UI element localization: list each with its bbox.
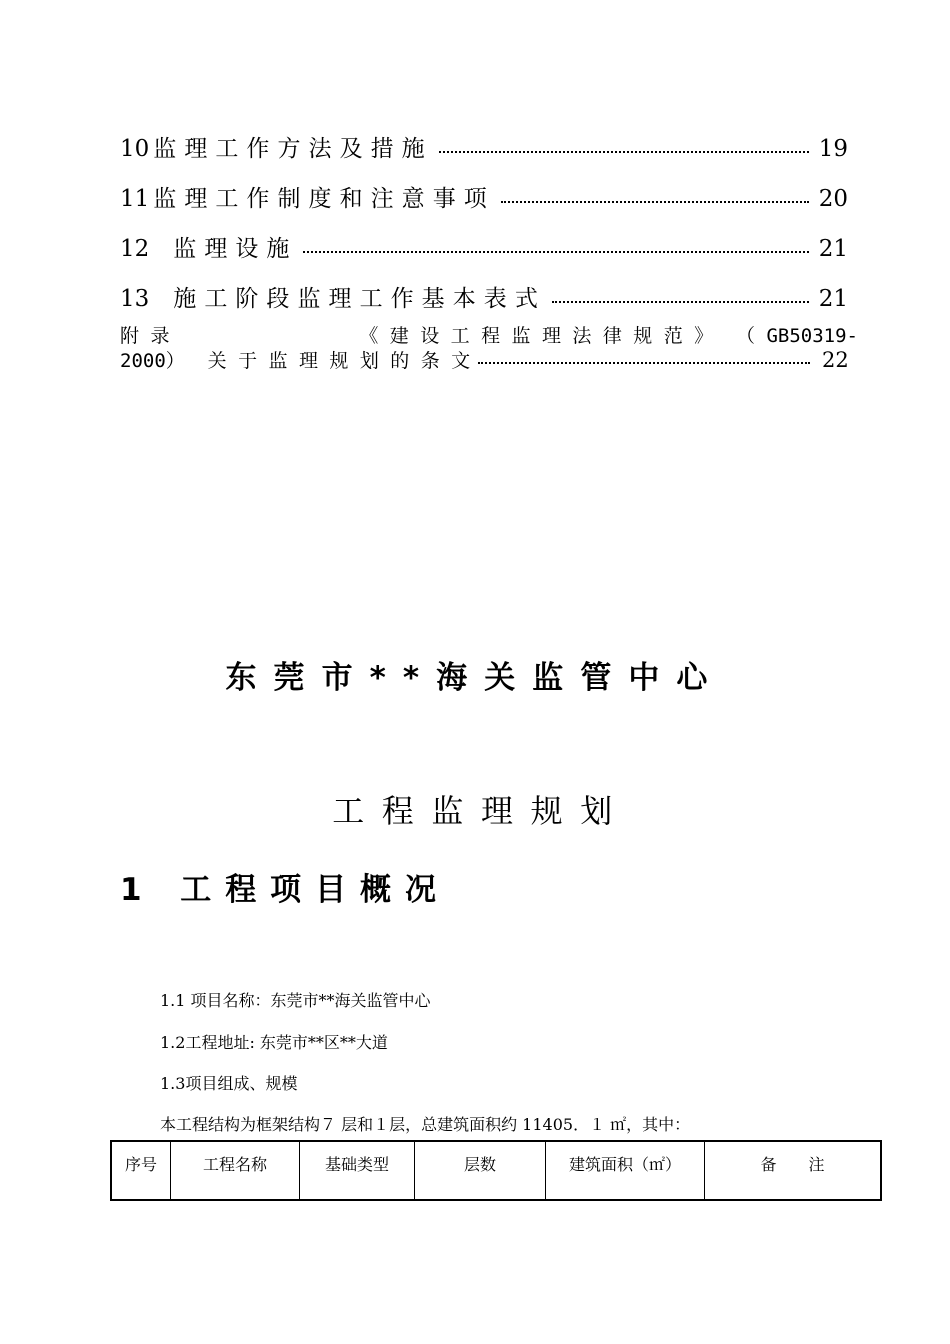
toc-entry-number: 12 — [120, 236, 150, 262]
toc-entry-number: 13 — [120, 286, 150, 312]
toc-entry-10[interactable] — [120, 138, 848, 161]
toc-entry-page: 21 — [818, 236, 848, 262]
section-heading: 1 工程项目概况 — [120, 872, 450, 908]
project-name-line: 1.1 项目名称：东莞市**海关监管中心 — [160, 991, 431, 1010]
structure-description: 本工程结构为框架结构７ 层和１层，总建筑面积约 11405．１ ㎡，其中： — [160, 1115, 691, 1134]
toc-entry-11[interactable] — [120, 188, 848, 211]
document-title: 工程监理规划 — [332, 792, 630, 830]
appendix-title-part1: 《 建 设 工 程 监 理 法 律 规 范 》 （ GB50319- — [359, 325, 858, 347]
col-header-area: 建筑面积（㎡） — [546, 1141, 705, 1200]
appendix-line-1 — [120, 327, 858, 346]
toc-dot-leader — [478, 362, 810, 364]
toc-dot-leader — [439, 151, 809, 153]
toc-entry-page: 20 — [818, 186, 848, 212]
project-table — [110, 1140, 882, 1201]
col-header-index: 序号 — [111, 1141, 171, 1200]
toc-entry-number: 11 — [120, 186, 150, 212]
organization-title: 东莞市**海关监管中心 — [225, 660, 725, 696]
col-header-remarks: 备 注 — [705, 1141, 882, 1200]
toc-entry-number: 10 — [120, 136, 150, 162]
toc-dot-leader — [303, 251, 808, 253]
project-scale-line: 1.3项目组成、规模 — [160, 1074, 298, 1093]
project-address-line: 1.2工程地址: 东莞市**区**大道 — [160, 1033, 388, 1052]
toc-entry-page: 19 — [818, 136, 848, 162]
toc-entry-title: 监理工作制度和注意事项 — [153, 186, 495, 212]
toc-dot-leader — [501, 201, 809, 203]
toc-entry-13[interactable] — [120, 288, 848, 311]
toc-appendix-entry[interactable] — [120, 327, 858, 371]
toc-entry-page: 21 — [818, 286, 848, 312]
appendix-page: 22 — [822, 348, 849, 372]
col-header-project-name: 工程名称 — [171, 1141, 300, 1200]
toc-entry-title: 监理设施 — [173, 236, 298, 262]
toc-dot-leader — [552, 301, 809, 303]
appendix-title-part2: 2000） 关 于 监 理 规 划 的 条 文 — [120, 350, 471, 372]
table-header-row — [111, 1141, 881, 1200]
toc-entry-12[interactable] — [120, 238, 848, 261]
col-header-floors: 层数 — [415, 1141, 546, 1200]
toc-entry-title: 施工阶段监理工作基本表式 — [173, 286, 546, 312]
appendix-label: 附 录 — [120, 325, 170, 347]
appendix-line-2 — [120, 350, 858, 371]
col-header-foundation-type: 基础类型 — [300, 1141, 415, 1200]
toc-entry-title: 监理工作方法及措施 — [153, 136, 433, 162]
